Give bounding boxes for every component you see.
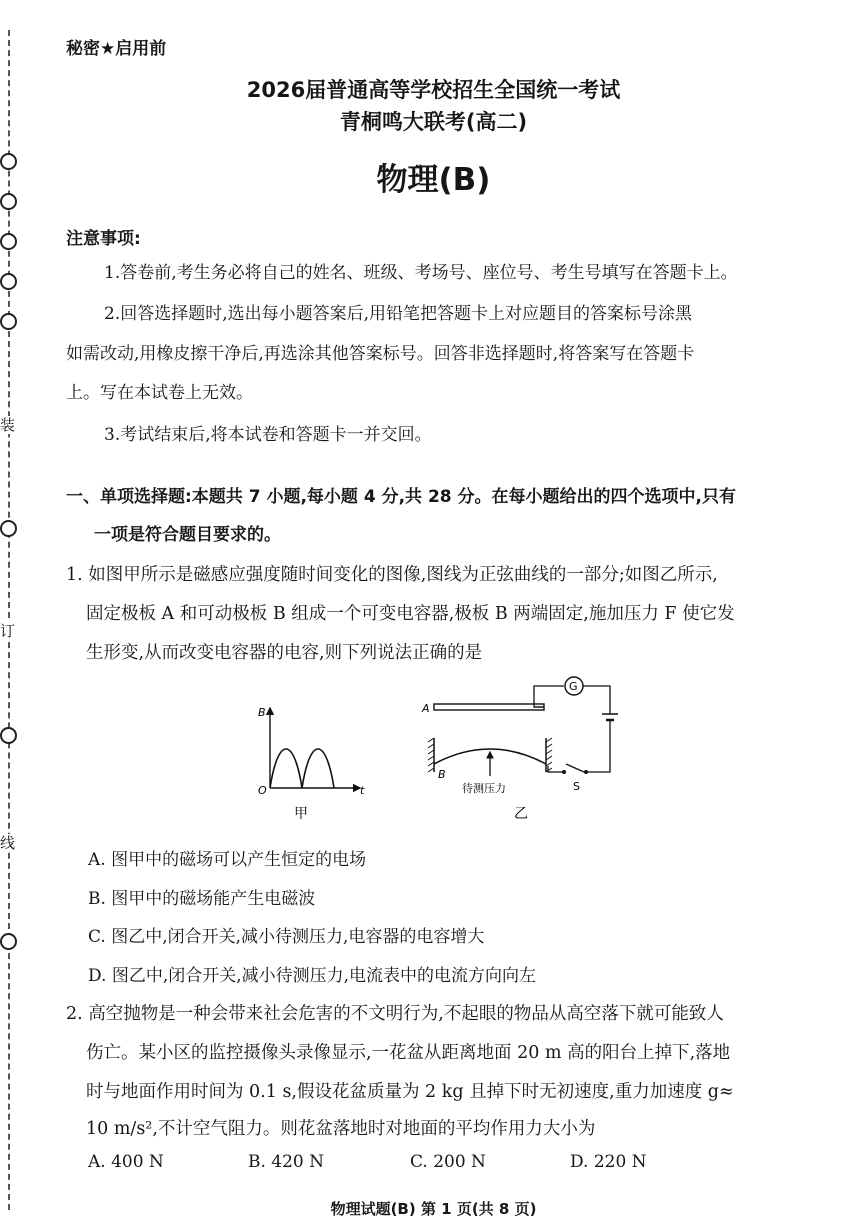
question-2-text: 伤亡。某小区的监控摄像头录像显示,一花盆从距离地面 20 m 高的阳台上掉下,落地 xyxy=(86,1043,731,1063)
question-1-option-d: D. 图乙中,闭合开关,减小待测压力,电流表中的电流方向向左 xyxy=(88,966,537,986)
figure-jia xyxy=(250,700,370,830)
switch-label: S xyxy=(573,780,580,793)
question-1-text: 固定极板 A 和可动极板 B 组成一个可变电容器,极板 B 两端固定,施加压力 F 使它发 xyxy=(86,604,735,624)
question-1-option-c: C. 图乙中,闭合开关,减小待测压力,电容器的电容增大 xyxy=(88,927,485,947)
notice-heading: 注意事项: xyxy=(66,229,141,249)
exam-subtitle: 青桐鸣大联考(高二) xyxy=(339,110,528,134)
question-2-option-a: A. 400 N xyxy=(88,1152,164,1172)
section-heading-cont: 一项是符合题目要求的。 xyxy=(94,525,281,545)
margin-label-ding: 订 xyxy=(0,622,16,640)
switch xyxy=(566,764,584,772)
fig-jia-x-label: t xyxy=(360,784,365,797)
notice-item-1: 1.答卷前,考生务必将自己的姓名、班级、考场号、座位号、考生号填写在答题卡上。 xyxy=(104,263,738,283)
question-2-text: 时与地面作用时间为 0.1 s,假设花盆质量为 2 kg 且掉下时无初速度,重力加速度 g≈ xyxy=(86,1082,734,1102)
confidential-label: 秘密★启用前 xyxy=(66,39,167,59)
question-2-option-c: C. 200 N xyxy=(410,1152,486,1172)
binding-hole xyxy=(0,233,17,250)
fig-yi-caption: 乙 xyxy=(514,806,528,822)
fig-jia-y-label: B xyxy=(258,706,266,719)
plate-a-label: A xyxy=(422,702,430,715)
question-2-option-d: D. 220 N xyxy=(570,1152,647,1172)
margin-label-zhuang: 装 xyxy=(0,416,16,434)
binding-hole xyxy=(0,727,17,744)
page-footer: 物理试题(B) 第 1 页(共 8 页) xyxy=(330,1200,537,1218)
plate-b-label: B xyxy=(438,768,446,781)
notice-item-2: 2.回答选择题时,选出每小题答案后,用铅笔把答题卡上对应题目的答案标号涂黑 xyxy=(104,304,693,324)
question-2-option-b: B. 420 N xyxy=(248,1152,325,1172)
section-heading: 一、单项选择题:本题共 7 小题,每小题 4 分,共 28 分。在每小题给出的四个选项中,只有 xyxy=(66,487,736,507)
question-2-text: 2. 高空抛物是一种会带来社会危害的不文明行为,不起眼的物品从高空落下就可能致人 xyxy=(66,1004,724,1024)
question-1-text: 1. 如图甲所示是磁感应强度随时间变化的图像,图线为正弦曲线的一部分;如图乙所示, xyxy=(66,565,718,585)
force-label: 待测压力 xyxy=(462,782,506,795)
question-1-text: 生形变,从而改变电容器的电容,则下列说法正确的是 xyxy=(86,643,483,663)
margin-label-xian: 线 xyxy=(0,834,16,852)
notice-item-2-cont: 如需改动,用橡皮擦干净后,再选涂其他答案标号。回答非选择题时,将答案写在答题卡 xyxy=(66,344,695,364)
binding-hole xyxy=(0,313,17,330)
notice-item-3: 3.考试结束后,将本试卷和答题卡一并交回。 xyxy=(104,425,432,445)
binding-hole xyxy=(0,273,17,290)
fig-jia-origin-label: O xyxy=(258,784,267,797)
question-1-option-a: A. 图甲中的磁场可以产生恒定的电场 xyxy=(88,850,367,870)
question-2-text: 10 m/s²,不计空气阻力。则花盆落地时对地面的平均作用力大小为 xyxy=(86,1119,596,1139)
binding-hole xyxy=(0,520,17,537)
subject-title: 物理(B) xyxy=(376,162,491,198)
fig-jia-curve xyxy=(270,749,334,788)
question-1-option-b: B. 图甲中的磁场能产生电磁波 xyxy=(88,889,316,909)
plate-a xyxy=(434,704,544,710)
notice-item-2-end: 上。写在本试卷上无效。 xyxy=(66,383,253,403)
binding-hole xyxy=(0,933,17,950)
galvanometer-label: G xyxy=(569,680,578,693)
exam-title: 2026届普通高等学校招生全国统一考试 xyxy=(246,78,621,102)
fig-jia-caption: 甲 xyxy=(294,806,308,822)
figure-yi xyxy=(418,672,648,824)
